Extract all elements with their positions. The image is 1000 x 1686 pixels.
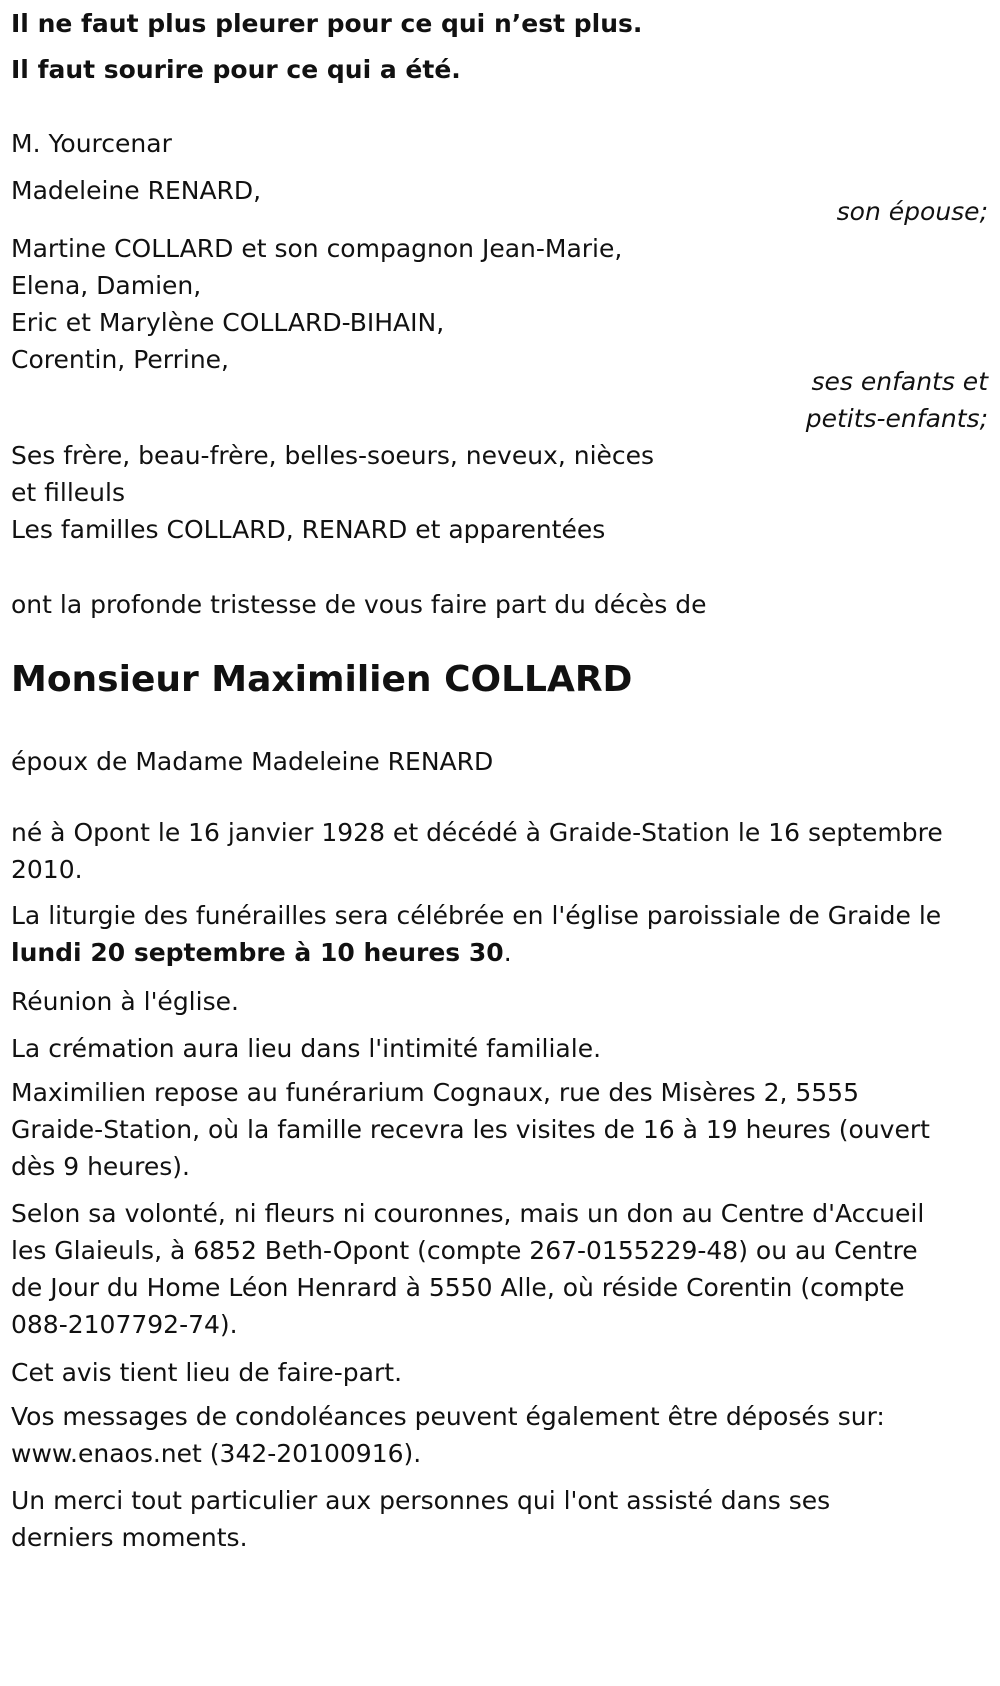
liturgy-text: La liturgie des funérailles sera célébrée en l'église paroissiale de Graide le [11,901,942,930]
children-line-1: Martine COLLARD et son compagnon Jean-Marie, [11,234,623,263]
notice: Cet avis tient lieu de faire-part. [11,1358,403,1387]
children-line-4: Corentin, Perrine, [11,345,229,374]
epigraph-line-1: Il ne faut plus pleurer pour ce qui n’est plus. [11,9,643,38]
others-line-3: Les familles COLLARD, RENARD et apparentées [11,515,606,544]
donation: Selon sa volonté, ni fleurs ni couronnes, mais un don au Centre d'Accueil les Glaieuls, à 6852 Beth-Opont (compte 267-0155229-48) ou au Centre de Jour du Home Léon Henrard à 5550 Alle, où réside Corentin (compte 088-2107792-74). [11,1199,925,1339]
spouse-line: Madeleine RENARD, [11,176,262,205]
cremation: La crémation aura lieu dans l'intimité familiale. [11,1034,602,1063]
deceased-name: Monsieur Maximilien COLLARD [11,659,633,700]
announcement: ont la profonde tristesse de vous faire part du décès de [11,590,707,619]
others-line-1: Ses frère, beau-frère, belles-soeurs, neveux, nièces [11,441,655,470]
children-line-3: Eric et Marylène COLLARD-BIHAIN, [11,308,445,337]
children-line-2: Elena, Damien, [11,271,202,300]
children-note-2: petits-enfants; [805,404,988,433]
liturgy-end: . [503,938,512,967]
others-line-2: et filleuls [11,478,125,507]
birth-death: né à Opont le 16 janvier 1928 et décédé à Graide-Station le 16 septembre 2010. [11,818,943,884]
epigraph-line-2: Il faut sourire pour ce qui a été. [11,55,461,84]
children-note-1: ses enfants et [811,367,988,396]
thanks: Un merci tout particulier aux personnes qui l'ont assisté dans ses derniers moments. [11,1486,831,1552]
spouse-of: époux de Madame Madeleine RENARD [11,747,494,776]
meeting: Réunion à l'église. [11,987,239,1016]
funeral-home: Maximilien repose au funérarium Cognaux, rue des Misères 2, 5555 Graide-Station, où la famille recevra les visites de 16 à 19 heures (ouvert dès 9 heures). [11,1078,930,1181]
condolences: Vos messages de condoléances peuvent également être déposés sur: www.enaos.net (342-20100916). [11,1402,885,1468]
liturgy-date: lundi 20 septembre à 10 heures 30 [11,938,504,967]
liturgy-paragraph [11,897,991,971]
yourcenar-line: M. Yourcenar [11,129,172,158]
spouse-note: son épouse; [836,197,988,226]
